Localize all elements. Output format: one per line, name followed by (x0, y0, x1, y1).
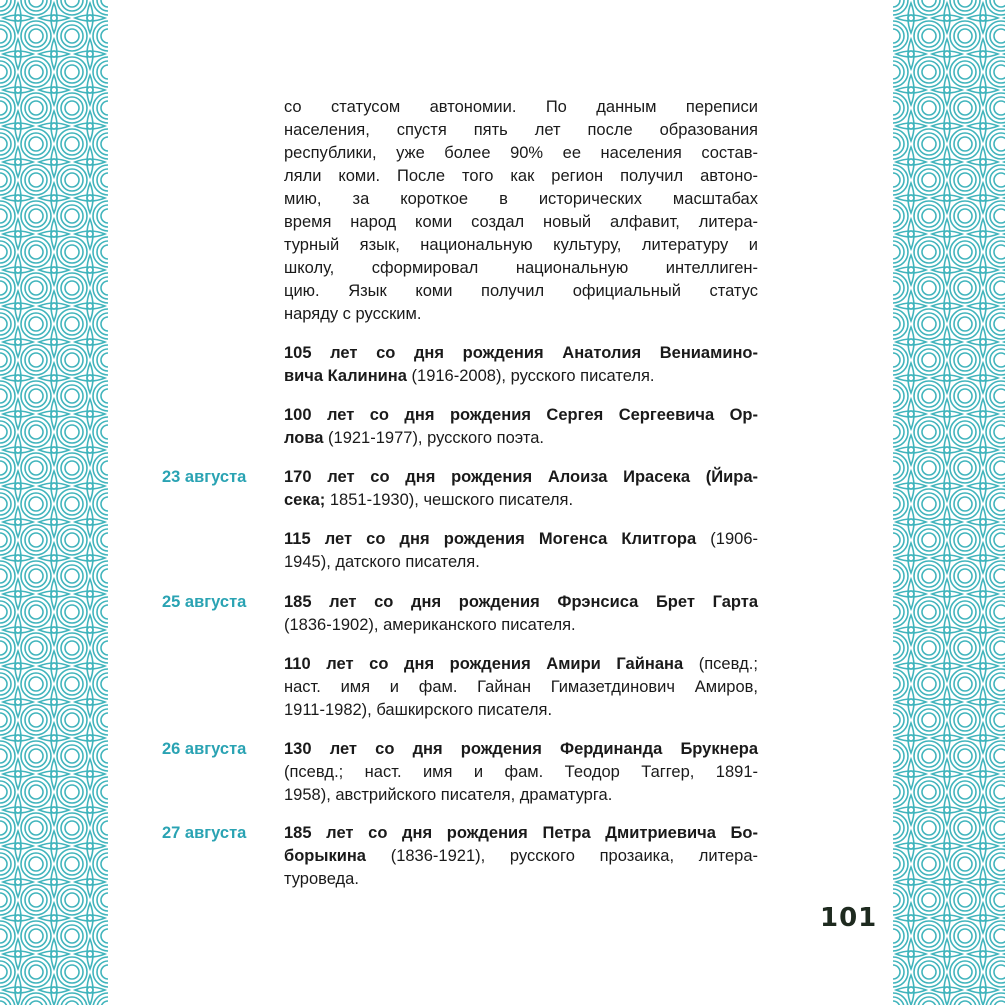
entry-name-bold: 185 лет со дня рождения Петра Дмитриевича Бо- (284, 824, 758, 842)
entry-line (284, 868, 758, 891)
entry-name-bold: 100 лет со дня рождения Сергея Сергеевича Ор- (284, 406, 758, 424)
entry-line (284, 761, 758, 784)
entry-detail: (1921-1977), русского поэта. (323, 429, 544, 447)
entry-line (284, 404, 758, 427)
entry-line (284, 676, 758, 699)
entry-line (284, 738, 758, 761)
entry-date: 25 августа (162, 593, 247, 611)
anniversary-entry (284, 466, 758, 512)
entry-date: 26 августа (162, 740, 247, 758)
entry-line (284, 427, 758, 450)
entry-name-bold: 105 лет со дня рождения Анатолия Вениамино- (284, 344, 758, 362)
intro-line: мию, за короткое в исторических масштабах (284, 190, 758, 208)
anniversary-entry (284, 404, 758, 450)
intro-line: цию. Язык коми получил официальный статус (284, 282, 758, 300)
entry-line (284, 342, 758, 365)
entry-line (284, 551, 758, 574)
entry-name-bold: 130 лет со дня рождения Фердинанда Брукнера (284, 740, 758, 758)
entry-name-bold: лова (284, 429, 324, 447)
intro-paragraph (284, 96, 758, 326)
entry-detail: 1958), австрийского писателя, драматурга. (284, 786, 613, 804)
anniversary-entry (284, 342, 758, 388)
entry-detail: (1836-1921), русского прозаика, литера- (365, 847, 758, 865)
entry-detail: туроведа. (284, 870, 359, 888)
entry-detail: 1851-1930), чешского писателя. (325, 491, 574, 509)
anniversary-entry (284, 653, 758, 722)
entry-date: 27 августа (162, 824, 247, 842)
entry-detail: (псевд.; наст. имя и фам. Теодор Таггер, 1891- (284, 763, 758, 781)
anniversary-entry (284, 738, 758, 807)
entry-detail: наст. имя и фам. Гайнан Гимазетдинович Амиров, (284, 678, 758, 696)
intro-line: ляли коми. После того как регион получил автоно- (284, 167, 758, 185)
entry-detail: 1945), датского писателя. (284, 553, 480, 571)
entry-line (284, 822, 758, 845)
entry-line (284, 653, 758, 676)
entry-line (284, 466, 758, 489)
intro-line: время народ коми создал новый алфавит, литера- (284, 213, 758, 231)
intro-line: наряду с русским. (284, 305, 422, 323)
anniversary-entry (284, 528, 758, 574)
entry-line (284, 845, 758, 868)
anniversary-entry (284, 591, 758, 637)
entry-detail: (1906- (696, 530, 759, 548)
entry-name-bold: 115 лет со дня рождения Могенса Клитгора (284, 530, 697, 548)
entry-detail: (псевд.; (683, 655, 758, 673)
entry-name-bold: вича Калинина (284, 367, 407, 385)
intro-line: турный язык, национальную культуру, литературу и (284, 236, 758, 254)
entry-detail: 1911-1982), башкирского писателя. (284, 701, 553, 719)
intro-line: республики, уже более 90% ее населения состав- (284, 144, 758, 162)
entry-detail: (1916-2008), русского писателя. (406, 367, 655, 385)
intro-line: школу, сформировал национальную интеллиген- (284, 259, 758, 277)
entry-date: 23 августа (162, 468, 247, 486)
entry-name-bold: 170 лет со дня рождения Алоиза Ирасека (Йира- (284, 468, 758, 486)
page-number: 101 (820, 903, 878, 933)
entry-line (284, 591, 758, 614)
entry-line (284, 528, 758, 551)
entry-line (284, 489, 758, 512)
entry-name-bold: 110 лет со дня рождения Амири Гайнана (284, 655, 684, 673)
intro-line: со статусом автономии. По данным переписи (284, 98, 758, 116)
entry-detail: (1836-1902), американского писателя. (284, 616, 576, 634)
entry-line (284, 699, 758, 722)
entry-name-bold: 185 лет со дня рождения Фрэнсиса Брет Гарта (284, 593, 758, 611)
entry-name-bold: сека; (284, 491, 326, 509)
entry-line (284, 614, 758, 637)
anniversary-entry (284, 822, 758, 891)
intro-line: населения, спустя пять лет после образования (284, 121, 758, 139)
entry-line (284, 365, 758, 388)
entry-name-bold: борыкина (284, 847, 366, 865)
entry-line (284, 784, 758, 807)
